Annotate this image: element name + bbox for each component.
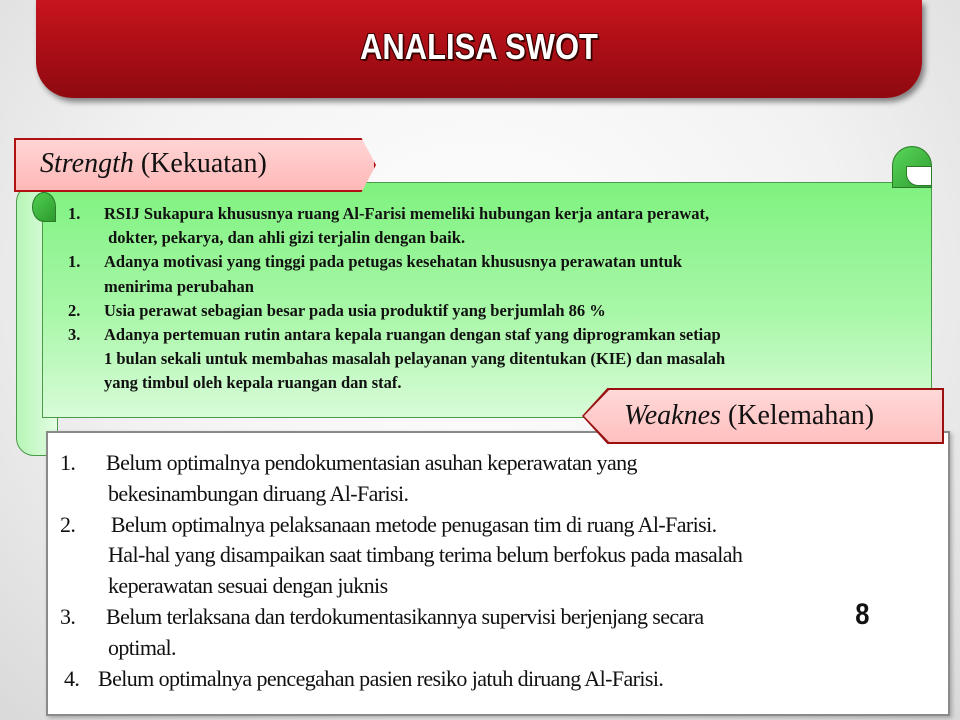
weakness-heading-italic: Weaknes	[624, 400, 721, 431]
weakness-heading	[624, 400, 874, 432]
strength-item-number: 1.	[68, 252, 81, 272]
scroll-left-knob	[32, 192, 56, 222]
weakness-item	[60, 448, 940, 479]
weakness-heading-rest: (Kelemahan)	[720, 400, 875, 431]
strength-item-number: 2.	[68, 300, 81, 320]
weakness-item-number: 2.	[60, 511, 76, 537]
title-banner	[36, 0, 922, 98]
weakness-item-text: Belum terlaksana dan terdokumentasikannya supervisi berjenjang secara	[106, 603, 704, 629]
strength-item-continuation: menirima perubahan	[104, 276, 254, 296]
scroll-right-tail	[906, 166, 932, 186]
strength-item-text: Adanya pertemuan rutin antara kepala ruangan dengan staf yang diprogramkan setiap	[104, 325, 721, 345]
weakness-item-text: Belum optimalnya pelaksanaan metode penugasan tim di ruang Al-Farisi.	[106, 511, 717, 537]
strength-heading-rest: (Kekuatan)	[133, 148, 267, 179]
weakness-item-number: 3.	[60, 603, 76, 629]
weakness-list	[60, 448, 940, 694]
weakness-item-text: Belum optimalnya pendokumentasian asuhan keperawatan yang	[106, 450, 637, 475]
strength-item-text: RSIJ Sukapura khususnya ruang Al-Farisi memeliki hubungan kerja antara perawat,	[104, 204, 710, 223]
strength-item-continuation: yang timbul oleh kepala ruangan dan staf.	[104, 373, 402, 393]
strength-item	[68, 323, 918, 347]
page-number: 8	[855, 598, 870, 631]
strength-item-continuation: 1 bulan sekali untuk membahas masalah pelayanan yang ditentukan (KIE) dan masalah	[104, 349, 726, 369]
strength-heading-italic: Strength	[40, 148, 134, 179]
strength-item-number: 3.	[68, 325, 81, 345]
weakness-item-continuation: optimal.	[108, 634, 176, 660]
strength-item-text: Usia perawat sebagian besar pada usia produktif yang berjumlah 86 %	[104, 300, 606, 320]
strength-list	[68, 202, 918, 396]
weakness-item	[60, 664, 940, 695]
strength-item	[68, 299, 918, 323]
strength-item-text: Adanya motivasi yang tinggi pada petugas kesehatan khususnya perawatan untuk	[104, 252, 683, 272]
weakness-item	[60, 602, 940, 633]
weakness-item-number: 4.	[64, 665, 80, 691]
slide-title: ANALISA SWOT	[360, 26, 598, 67]
strength-item	[68, 202, 918, 226]
weakness-item-text: Belum optimalnya pencegahan pasien resiko jatuh diruang Al-Farisi.	[98, 665, 664, 691]
weakness-item	[60, 510, 940, 541]
strength-item	[68, 250, 918, 274]
weakness-item-continuation: Hal-hal yang disampaikan saat timbang terima belum berfokus pada masalah	[108, 542, 743, 568]
strength-item-number: 1.	[68, 204, 81, 223]
weakness-item-number: 1.	[60, 450, 76, 475]
weakness-item-continuation: keperawatan sesuai dengan juknis	[108, 573, 388, 599]
strength-heading	[40, 148, 267, 180]
strength-item-continuation: dokter, pekarya, dan ahli gizi terjalin dengan baik.	[104, 228, 466, 248]
weakness-item-continuation: bekesinambungan diruang Al-Farisi.	[108, 480, 409, 506]
